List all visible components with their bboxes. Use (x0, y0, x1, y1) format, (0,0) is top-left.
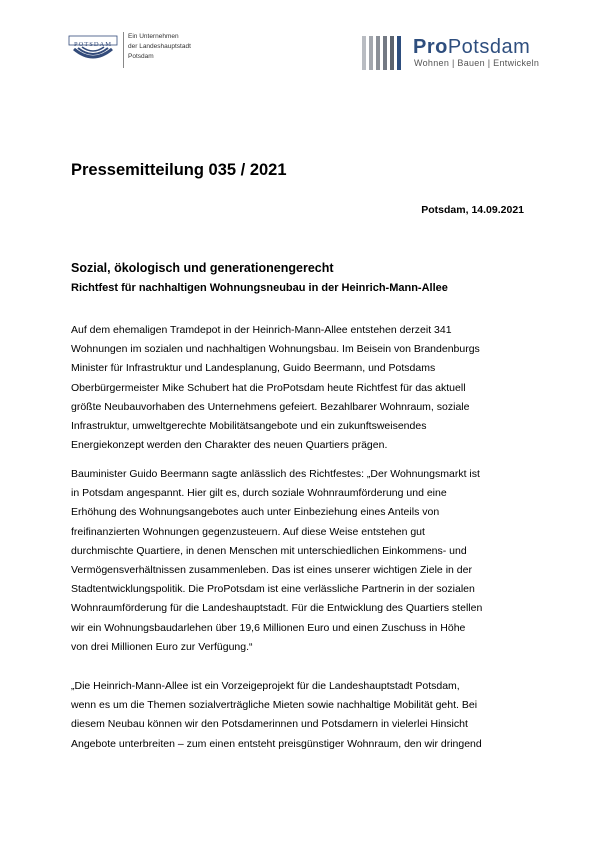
text-line: größte Neubauvorhaben des Unternehmens gefeiert. Bezahlbarer Wohnraum, soziale (71, 400, 470, 413)
brand-name-part1: Pro (413, 36, 448, 58)
text-line: Vermögensverhältnissen zusammenleben. Das ist eines unserer wichtigen Ziele in der (71, 563, 472, 576)
text-line: wenn es um die Themen sozialverträgliche Mieten sowie nachhaltige Mobilität geht. Bei (71, 699, 478, 712)
text-line: in Potsdam angespannt. Hier gilt es, durch soziale Wohnraumförderung und eine (71, 487, 447, 500)
text-line: Wohnraumförderung für die Landeshauptstadt. Für die Entwicklung des Quartiers stellen (71, 602, 483, 615)
text-line: Auf dem ehemaligen Tramdepot in der Heinrich-Mann-Allee entstehen derzeit 341 (71, 324, 452, 336)
city-seal-icon (68, 35, 118, 65)
paragraph-2 (71, 465, 525, 657)
city-seal-text: POTSDAM (73, 41, 113, 48)
text-line: Erhöhung des Wohnungsangebotes auch unter Einbeziehung eines Anteils von (71, 506, 440, 519)
text-line: wir ein Wohnungsbaudarlehen über 19,6 Millionen Euro und einen Zuschuss in Höhe (71, 621, 466, 634)
text-line: diesem Neubau können wir den Potsdamerinnen und Potsdamern in vielerlei Hinsicht (71, 718, 468, 731)
text-line: Oberbürgermeister Mike Schubert hat die ProPotsdam heute Richtfest für das aktuell (71, 381, 466, 394)
city-logo-line-3: Potsdam (128, 53, 154, 60)
text-line: durchmischte Quartiere, in denen Menschen mit unterschiedlichen Einkommens- und (71, 544, 467, 557)
text-line: Infrastruktur, umweltgerechte Mobilitätsangebote und ein zukunftsweisendes (71, 419, 427, 432)
propotsdam-logo (360, 36, 570, 76)
text-line: „Die Heinrich-Mann-Allee ist ein Vorzeigeprojekt für die Landeshauptstadt Potsdam, (71, 680, 460, 692)
logo-bars-icon (360, 36, 406, 70)
text-line: Angebote unterbreiten – zum einen entsteht preisgünstiger Wohnraum, den wir dringend (71, 737, 482, 750)
text-line: von drei Millionen Euro zur Verfügung.“ (71, 640, 253, 653)
brand-tagline: Wohnen | Bauen | Entwickeln (414, 58, 540, 68)
release-date: Potsdam, 14.09.2021 (421, 204, 524, 216)
paragraph-3 (71, 677, 525, 754)
headline: Sozial, ökologisch und generationengerecht (71, 261, 334, 275)
paragraph-1 (71, 321, 525, 455)
brand-name-part2: Potsdam (447, 36, 531, 58)
city-logo (68, 30, 228, 70)
text-line: Wohnungen im sozialen und nachhaltigen Wohnungsbau. Im Beisein von Brandenburgs (71, 343, 480, 356)
brand-name (413, 36, 530, 58)
subheadline: Richtfest für nachhaltigen Wohnungsneubau in der Heinrich-Mann-Allee (71, 282, 448, 294)
text-line: Stadtentwicklungspolitik. Die ProPotsdam ist eine verlässliche Partnerin in der sozialen (71, 583, 475, 596)
text-line: Minister für Infrastruktur und Landesplanung, Guido Beermann, und Potsdams (71, 362, 436, 375)
text-line: Bauminister Guido Beermann sagte anlässlich des Richtfestes: „Der Wohnungsmarkt ist (71, 468, 480, 480)
press-release-title: Pressemitteilung 035 / 2021 (71, 161, 287, 179)
city-logo-line-1: Ein Unternehmen (128, 33, 179, 40)
text-line: Energiekonzept werden den Charakter des neuen Quartiers prägen. (71, 439, 388, 452)
text-line: freifinanzierten Wohnungen gegenzusteuern. Auf diese Weise entstehen gut (71, 525, 425, 538)
logo-divider (123, 32, 124, 68)
city-logo-line-2: der Landeshauptstadt (128, 43, 191, 50)
